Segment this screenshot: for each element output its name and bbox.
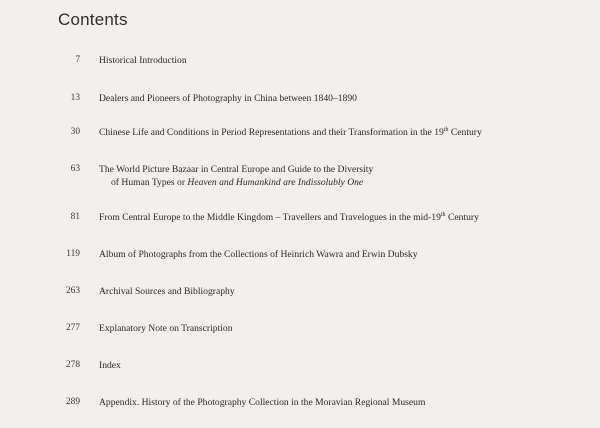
page-title: Contents <box>58 10 128 29</box>
toc-entry-title: Dealers and Pioneers of Photography in China between 1840–1890 <box>99 93 357 104</box>
toc-page-number: 13 <box>70 93 80 103</box>
toc-entry-title: Archival Sources and Bibliography <box>99 286 235 297</box>
toc-page-number: 7 <box>75 55 80 65</box>
toc-page-number: 277 <box>65 323 80 333</box>
toc-entry-title: Index <box>99 360 121 371</box>
toc-page-number: 263 <box>65 286 80 296</box>
toc-page-number: 289 <box>65 397 80 407</box>
toc-entry-title: The World Picture Bazaar in Central Europe and Guide to the Diversity of Human Types or Heaven and Humankind are Indissolubly One <box>99 164 374 188</box>
toc-entry-title: Chinese Life and Conditions in Period Representations and their Transformation in the 19th Century <box>99 126 482 138</box>
toc-page-number: 81 <box>70 212 80 222</box>
toc-entry-title: Album of Photographs from the Collections of Heinrich Wawra and Erwin Dubsky <box>99 249 418 260</box>
toc-entry-title: Explanatory Note on Transcription <box>99 323 233 334</box>
toc-entry-title: Appendix. History of the Photography Collection in the Moravian Regional Museum <box>99 397 426 408</box>
toc-page-number: 278 <box>65 360 80 370</box>
toc-entry-title: Historical Introduction <box>99 55 187 66</box>
toc-page-number: 30 <box>70 127 80 137</box>
toc-entry-title: From Central Europe to the Middle Kingdom – Travellers and Travelogues in the mid-19th Century <box>99 211 479 223</box>
toc-page-number: 119 <box>66 249 80 259</box>
toc-page-number: 63 <box>70 164 80 174</box>
